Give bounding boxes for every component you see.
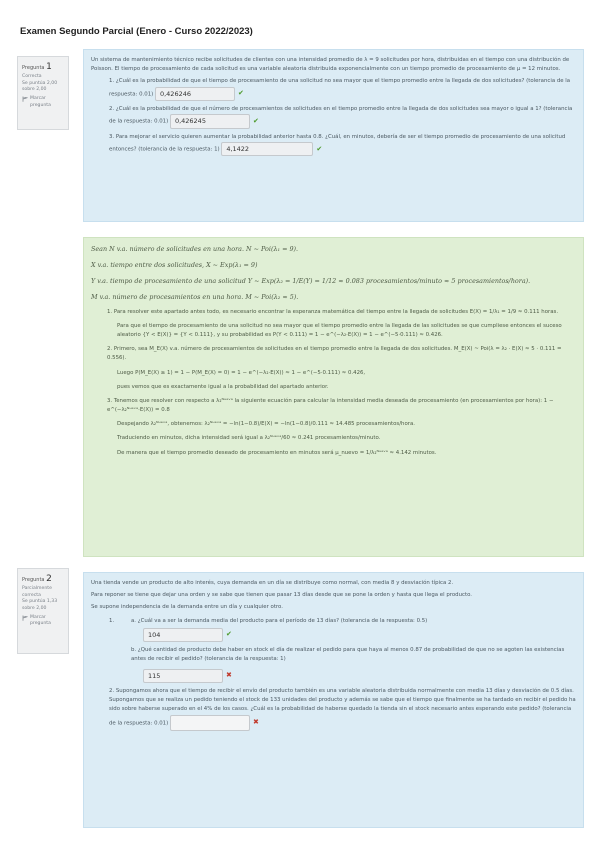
subquestion-1	[109, 617, 576, 626]
subquestion-number: 2.	[109, 106, 115, 112]
subquestion-3	[109, 133, 576, 157]
feedback-part-3a: 3. Tenemos que resolver con respecto a λ₂ᴺᵘᵉᵛᵃ la siguiente ecuación para calcular la intensidad media deseada de procesamiento (en procesamientos por hora): 1 − e^(−λ₂ᴺᵘᵉᵛᵃ·E(X)) = 0.8	[107, 397, 554, 414]
correct-check-icon: ✔	[237, 89, 244, 98]
feedback-part-2a: 2. Primero, sea M_E(X) v.a. número de procesamientos de solicitudes en el tiempo promedio entre la llegada de dos solicitudes. M_E(X) ~ Poi(λ = λ₂ · E(X) ≈ 5 · 0.111 = 0.556).	[107, 346, 562, 362]
correct-check-icon: ✔	[316, 144, 323, 153]
question-label: Pregunta	[22, 577, 45, 583]
subquestion-1	[109, 77, 576, 101]
feedback-line-Y: Y v.a. tiempo de procesamiento de una solicitud Y ~ Exp(λ₂ = 1/E(Y) = 1/12 ≈ 0.083 procesamientos/minuto ≈ 5 procesamientos/hora).	[91, 276, 531, 285]
question-statement-1: Una tienda vende un producto de alto interés, cuya demanda en un día se distribuye como normal, con media 8 y desviación típica 2.	[91, 580, 454, 586]
question-number	[22, 61, 64, 74]
feedback-part-3d: De manera que el tiempo promedio deseado de procesamiento en minutos será μ_nuevo = 1/λ₂ᴺᵘᵉᵛᵃ ≈ 4.142 minutos.	[117, 449, 437, 456]
feedback-line-N: Sean N v.a. número de solicitudes en una hora. N ~ Poi(λ₁ = 9).	[91, 245, 299, 253]
feedback-part-3b: Despejando λ₂ᴺᵘᵉᵛᵃ, obtenemos: λ₂ᴺᵘᵉᵛᵃ = −ln(1−0.8)/E(X) = −ln(1−0.8)/0.111 ≈ 14.485 procesamientos/hora.	[117, 421, 415, 428]
incorrect-x-icon: ✖	[252, 718, 259, 727]
incorrect-x-icon: ✖	[226, 671, 232, 680]
question-label: Pregunta	[22, 65, 45, 71]
answer-field-1[interactable]: 0,426246	[155, 87, 235, 101]
question-1-info	[17, 56, 69, 130]
question-2-info	[17, 568, 69, 654]
subquestion-number: 3.	[109, 133, 115, 140]
question-score: Se puntúa 1,33 sobre 2,00	[22, 599, 58, 612]
flag-label: Marcar pregunta	[30, 614, 51, 627]
subquestion-2	[109, 687, 576, 731]
answer-row-a	[143, 628, 576, 642]
question-2-content	[83, 572, 584, 828]
flag-label: Marcar pregunta	[30, 96, 51, 108]
subquestion-a-text: a. ¿Cuál va a ser la demanda media del producto para el período de 13 días? (tolerancia de la respuesta: 0.5)	[131, 617, 428, 624]
feedback-part-2b: Luego P(M_E(X) ≥ 1) = 1 − P(M_E(X) = 0) = 1 − e^(−λ₂·E(X)) ≈ 1 − e^(−5·0.111) ≈ 0.426,	[117, 369, 366, 376]
subquestion-text: Para mejorar el servicio quieren aumentar la probabilidad anterior hasta 0.8. ¿Cuál, en minutos, debería de ser el tiempo promedio de procesamiento de una solicitud entonces? (tolerancia de la respuesta: 1)	[109, 133, 566, 153]
answer-field-3[interactable]: 4,1422	[221, 142, 313, 156]
question-1-feedback	[83, 237, 584, 557]
feedback-part-2c: pues vemos que es exactamente igual a la probabilidad del apartado anterior.	[117, 383, 329, 390]
subquestion-number: 1.	[109, 617, 115, 624]
flag-question-button[interactable]	[22, 96, 64, 109]
answer-field-b[interactable]: 115	[143, 669, 223, 683]
feedback-line-M: M v.a. número de procesamientos en una hora. M ~ Poi(λ₂ ≈ 5).	[91, 292, 299, 301]
answer-field-2[interactable]: 0,426245	[170, 114, 250, 128]
answer-row-b	[143, 669, 576, 683]
question-number-value: 2	[46, 574, 52, 584]
subquestion-2-text: 2. Supongamos ahora que el tiempo de recibir el envío del producto también es una variable aleatoria distribuida normalmente con media 13 días y desviación de 0.5 días. Supongamos que se realiza un pedido teniendo el stock de 133 unidades del producto y además se sabe que el tiempo que finalmente se ha tardado en recibir el pedido ha sido sobre haberse superado en el 4% de los casos. ¿Cuál es la probabilidad de haberse quedado la tienda sin el stock necesario antes esperando este pedido? (tolerancia de la respuesta: 0.01)	[109, 688, 576, 727]
feedback-part-3c: Traduciendo en minutos, dicha intensidad será igual a λ₂ᴺᵘᵉᵛᵃ/60 ≈ 0.241 procesamientos/minuto.	[117, 435, 381, 442]
correct-check-icon: ✔	[226, 630, 232, 639]
subquestion-text: ¿Cuál es la probabilidad de que el número de procesamientos de solicitudes en el tiempo promedio entre la llegada de dos solicitudes sea mayor o igual a 1? (tolerancia de la respuesta: 0.01)	[109, 106, 573, 125]
flag-icon	[22, 96, 28, 102]
question-score: Se puntúa 2,00 sobre 2,00	[22, 80, 58, 93]
feedback-line-X: X v.a. tiempo entre dos solicitudes, X ~ Exp(λ₁ = 9)	[91, 260, 258, 269]
question-status: Correcta	[22, 74, 42, 80]
subquestion-b-text: b. ¿Qué cantidad de producto debe haber en stock el día de realizar el pedido para que haya al menos 0.87 de probabilidad de que no se agoten las existencias antes de recibir el pedido? (tolerancia de la respuesta: 1)	[131, 647, 565, 663]
exam-title: Examen Segundo Parcial (Enero - Curso 2022/2023)	[20, 26, 253, 37]
question-number-value: 1	[46, 62, 52, 72]
question-statement: Un sistema de mantenimiento técnico recibe solicitudes de clientes con una intensidad promedio de λ = 9 solicitudes por hora, distribuidas en el tiempo con una distribución de Poisson. El tiempo de procesamiento de cada solicitud es una variable aleatoria distribuida exponencialmente con un tiempo promedio de procesamiento de μ = 12 minutos.	[91, 57, 570, 73]
subquestion-text: ¿Cuál es la probabilidad de que el tiempo de procesamiento de una solicitud no sea mayor que el tiempo promedio entre la llegada de dos solicitudes? (tolerancia de la respuesta: 0.01)	[109, 78, 571, 98]
flag-icon	[22, 615, 28, 621]
subquestion-2	[109, 105, 576, 129]
question-1-content	[83, 49, 584, 222]
answer-field-a[interactable]: 104	[143, 628, 223, 642]
question-statement-2: Para reponer se tiene que dejar una orden y se sabe que tienen que pasar 13 días desde que se pone la orden y hasta que llega el producto.	[91, 592, 472, 599]
question-statement-3: Se supone independencia de la demanda entre un día y cualquier otro.	[91, 604, 283, 611]
subquestion-number: 1.	[109, 78, 115, 85]
feedback-part-1a: 1. Para resolver este apartado antes todo, es necesario encontrar la esperanza matemática del tiempo entre la llegada de solicitudes E(X) = 1/λ₁ = 1/9 ≈ 0.111 horas.	[107, 308, 559, 315]
flag-question-button[interactable]	[22, 615, 64, 628]
feedback-part-1b: Para que el tiempo de procesamiento de una solicitud no sea mayor que el tiempo promedio entre la llegada de las solicitudes se que cumpliese entonces el suceso aleatorio {Y < E(X)} = {Y < 0.111}, y su probabilidad es P(Y < 0.111) = 1 − e^(−λ₂·E(X)) = 1 − e^(−5·0.111) ≈ 0.426.	[117, 322, 562, 338]
question-number	[22, 573, 64, 586]
answer-field-2[interactable]	[170, 715, 250, 731]
question-status: Parcialmente correcta	[22, 586, 52, 598]
correct-check-icon: ✔	[252, 116, 259, 125]
